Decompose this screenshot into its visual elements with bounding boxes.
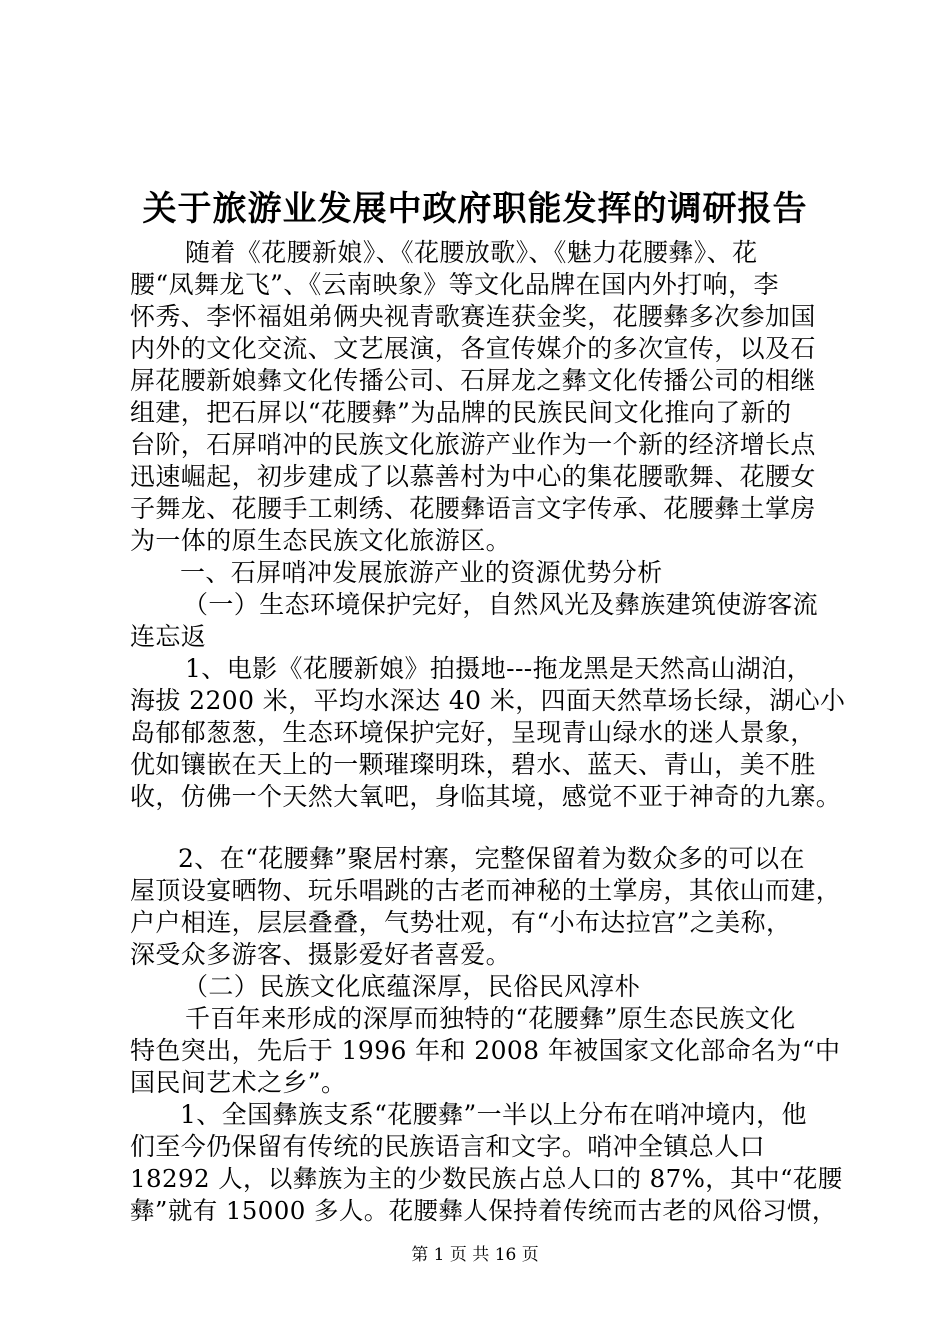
- text-line: 优如镶嵌在天上的一颗璀璨明珠，碧水、蓝天、青山，美不胜: [130, 750, 816, 779]
- section-heading: 一、石屏哨冲发展旅游产业的资源优势分析: [180, 558, 663, 587]
- text-line: 深受众多游客、摄影爱好者喜爱。: [130, 940, 512, 969]
- text-line: 子舞龙、花腰手工刺绣、花腰彝语言文字传承、花腰彝土掌房: [130, 494, 816, 523]
- text-line: 屏花腰新娘彝文化传播公司、石屏龙之彝文化传播公司的相继: [130, 366, 816, 395]
- document-title: 关于旅游业发展中政府职能发挥的调研报告: [142, 189, 808, 229]
- text-line: 内外的文化交流、文艺展演，各宣传媒介的多次宣传，以及石: [130, 334, 816, 363]
- text-line: 台阶，石屏哨冲的民族文化旅游产业作为一个新的经济增长点: [130, 430, 816, 459]
- text-line: 们至今仍保留有传统的民族语言和文字。哨冲全镇总人口: [130, 1132, 766, 1161]
- subsection-heading: （二）民族文化底蕴深厚，民俗民风淳朴: [183, 972, 641, 1001]
- text-line: 怀秀、李怀福姐弟俩央视青歌赛连获金奖，花腰彝多次参加国: [130, 302, 816, 331]
- text-line: 千百年来形成的深厚而独特的“花腰彝”原生态民族文化: [185, 1004, 796, 1033]
- text-line: 岛郁郁葱葱，生态环境保护完好，呈现青山绿水的迷人景象，: [130, 718, 816, 747]
- text-line: 随着《花腰新娘》、《花腰放歌》、《魅力花腰彝》、花: [185, 238, 758, 267]
- text-line: 为一体的原生态民族文化旅游区。: [130, 526, 512, 555]
- text-line: 2、在“花腰彝”聚居村寨，完整保留着为数众多的可以在: [178, 844, 805, 873]
- subsection-heading-cont: 连忘返: [130, 622, 207, 651]
- text-line: 彝”就有 15000 多人。花腰彝人保持着传统而古老的风俗习惯，: [130, 1196, 837, 1225]
- text-line: 特色突出，先后于 1996 年和 2008 年被国家文化部命名为“中: [130, 1036, 841, 1065]
- text-line: 迅速崛起，初步建成了以慕善村为中心的集花腰歌舞、花腰女: [130, 462, 816, 491]
- text-line: 1、电影《花腰新娘》拍摄地---拖龙黑是天然高山湖泊，: [185, 654, 813, 683]
- text-line: 1、全国彝族支系“花腰彝”一半以上分布在哨冲境内，他: [180, 1100, 807, 1129]
- page-footer: 第 1 页 共 16 页: [411, 1245, 539, 1265]
- text-line: 户户相连，层层叠叠，气势壮观，有“小布达拉宫”之美称，: [130, 908, 792, 937]
- text-line: 18292 人，以彝族为主的少数民族占总人口的 87%，其中“花腰: [130, 1164, 843, 1193]
- text-line: 组建，把石屏以“花腰彝”为品牌的民族民间文化推向了新的: [130, 398, 792, 427]
- subsection-heading: （一）生态环境保护完好，自然风光及彝族建筑使游客流: [183, 590, 819, 619]
- text-line: 屋顶设宴晒物、玩乐唱跳的古老而神秘的土掌房，其依山而建，: [130, 876, 842, 905]
- text-line: 海拔 2200 米，平均水深达 40 米，四面天然草场长绿，湖心小: [130, 686, 846, 715]
- text-line: 国民间艺术之乡”。: [130, 1068, 347, 1097]
- text-line: 收，仿佛一个天然大氧吧，身临其境，感觉不亚于神奇的九寨。: [130, 782, 842, 811]
- text-line: 腰“凤舞龙飞”、《云南映象》等文化品牌在国内外打响，李: [130, 270, 779, 299]
